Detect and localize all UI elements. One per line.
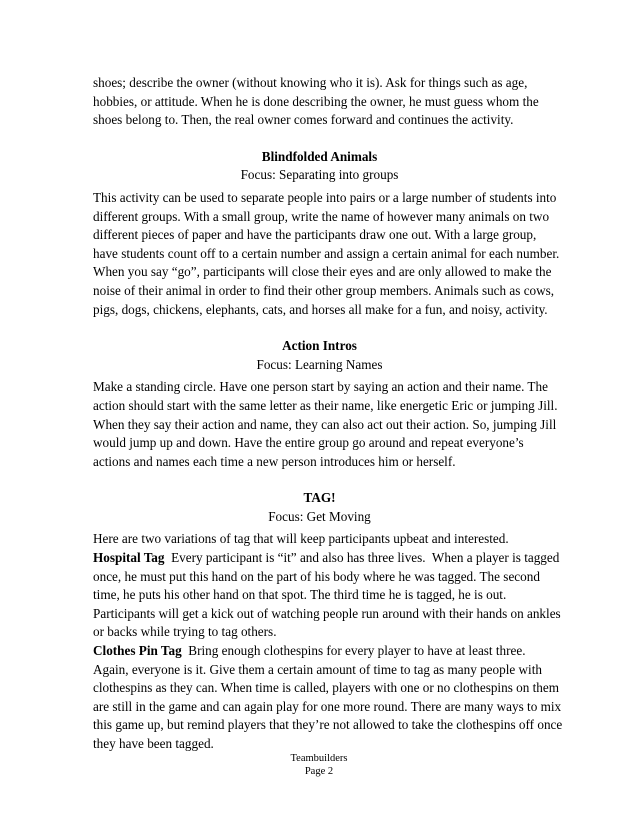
section-tag [93,489,563,753]
text-line: hobbies, or attitude. When he is done describing the owner, he must guess whom the [93,93,539,109]
text-line: Again, everyone is it. Give them a certain amount of time to tag as many people with [93,661,542,677]
page-footer [0,752,638,778]
text-line: they have been tagged. [93,736,214,751]
text-line: have students count off to a certain number and assign a certain animal for each number. [93,245,560,261]
section-heading: Action Intros [282,338,357,354]
section-heading: TAG! [303,490,336,506]
text-line: Participants will get a kick out of watching people run around with their hands on ankles [93,605,561,621]
text-line: would jump up and down. Have the entire group go around and repeat everyone’s [93,435,524,451]
text-line: actions and names each time a new person introduces him or herself. [93,453,456,469]
footer-title: Teambuilders [290,753,348,764]
variation-text: Every participant is “it” and also has three lives. When a player is tagged [164,550,560,566]
section-action-intros [93,337,558,471]
text-line: Here are two variations of tag that will keep participants upbeat and interested. [93,531,509,547]
section-body [93,530,563,753]
text-line: This activity can be used to separate people into pairs or a large number of students into [93,189,557,205]
variation-text: Bring enough clothespins for every player to have at least three. [181,643,526,659]
text-line: shoes; describe the owner (without knowing who it is). Ask for things such as age, [93,75,528,90]
variation-name: Hospital Tag [93,550,165,566]
text-line: different groups. With a small group, write the name of however many animals on two [93,208,550,224]
variation-first-line [93,549,560,568]
text-line: clothespins as they can. When time is called, players with one or no clothespins on them [93,680,559,696]
text-line: When you say “go”, participants will close their eyes and are only allowed to make the [93,264,552,280]
section-focus: Focus: Separating into groups [240,167,399,183]
intro-paragraph [93,74,546,130]
section-blindfolded-animals [93,148,560,319]
section-heading: Blindfolded Animals [261,148,378,164]
text-line: are still in the game and can again play for one more round. There are many ways to mix [93,698,562,714]
text-line: noise of their animal in order to find their other group members. Animals such as cows, [93,282,555,298]
text-line: When they say their action and name, they can also act out their action. So, jumping Jill [93,416,557,432]
text-line: or backs while trying to tag others. [93,624,277,640]
footer-page-number: Page 2 [304,766,334,777]
text-line: different pieces of paper and have the participants draw one out. With a large group, [93,227,537,243]
section-focus: Focus: Learning Names [256,356,383,372]
text-line: this game up, but remind players that they’re not allowed to take the clothespins off once [93,717,563,733]
section-focus: Focus: Get Moving [268,508,371,524]
text-line: time, he puts his other hand on that spot. The third time he is tagged, he is out. [93,587,507,603]
text-line: action should start with the same letter as their name, like energetic Eric or jumping Jill. [93,397,558,413]
section-body [93,189,560,319]
page-content [93,74,563,754]
text-line: pigs, dogs, chickens, elephants, cats, and horses all make for a fun, and noisy, activity. [93,301,548,317]
variation-first-line [93,642,546,661]
text-line: Make a standing circle. Have one person start by saying an action and their name. The [93,379,548,395]
text-line: shoes belong to. Then, the real owner comes forward and continues the activity. [93,112,514,128]
section-body [93,378,558,471]
variation-name: Clothes Pin Tag [93,643,182,659]
text-line: once, he must put this hand on the part of his body where he was tagged. The second [93,568,540,584]
